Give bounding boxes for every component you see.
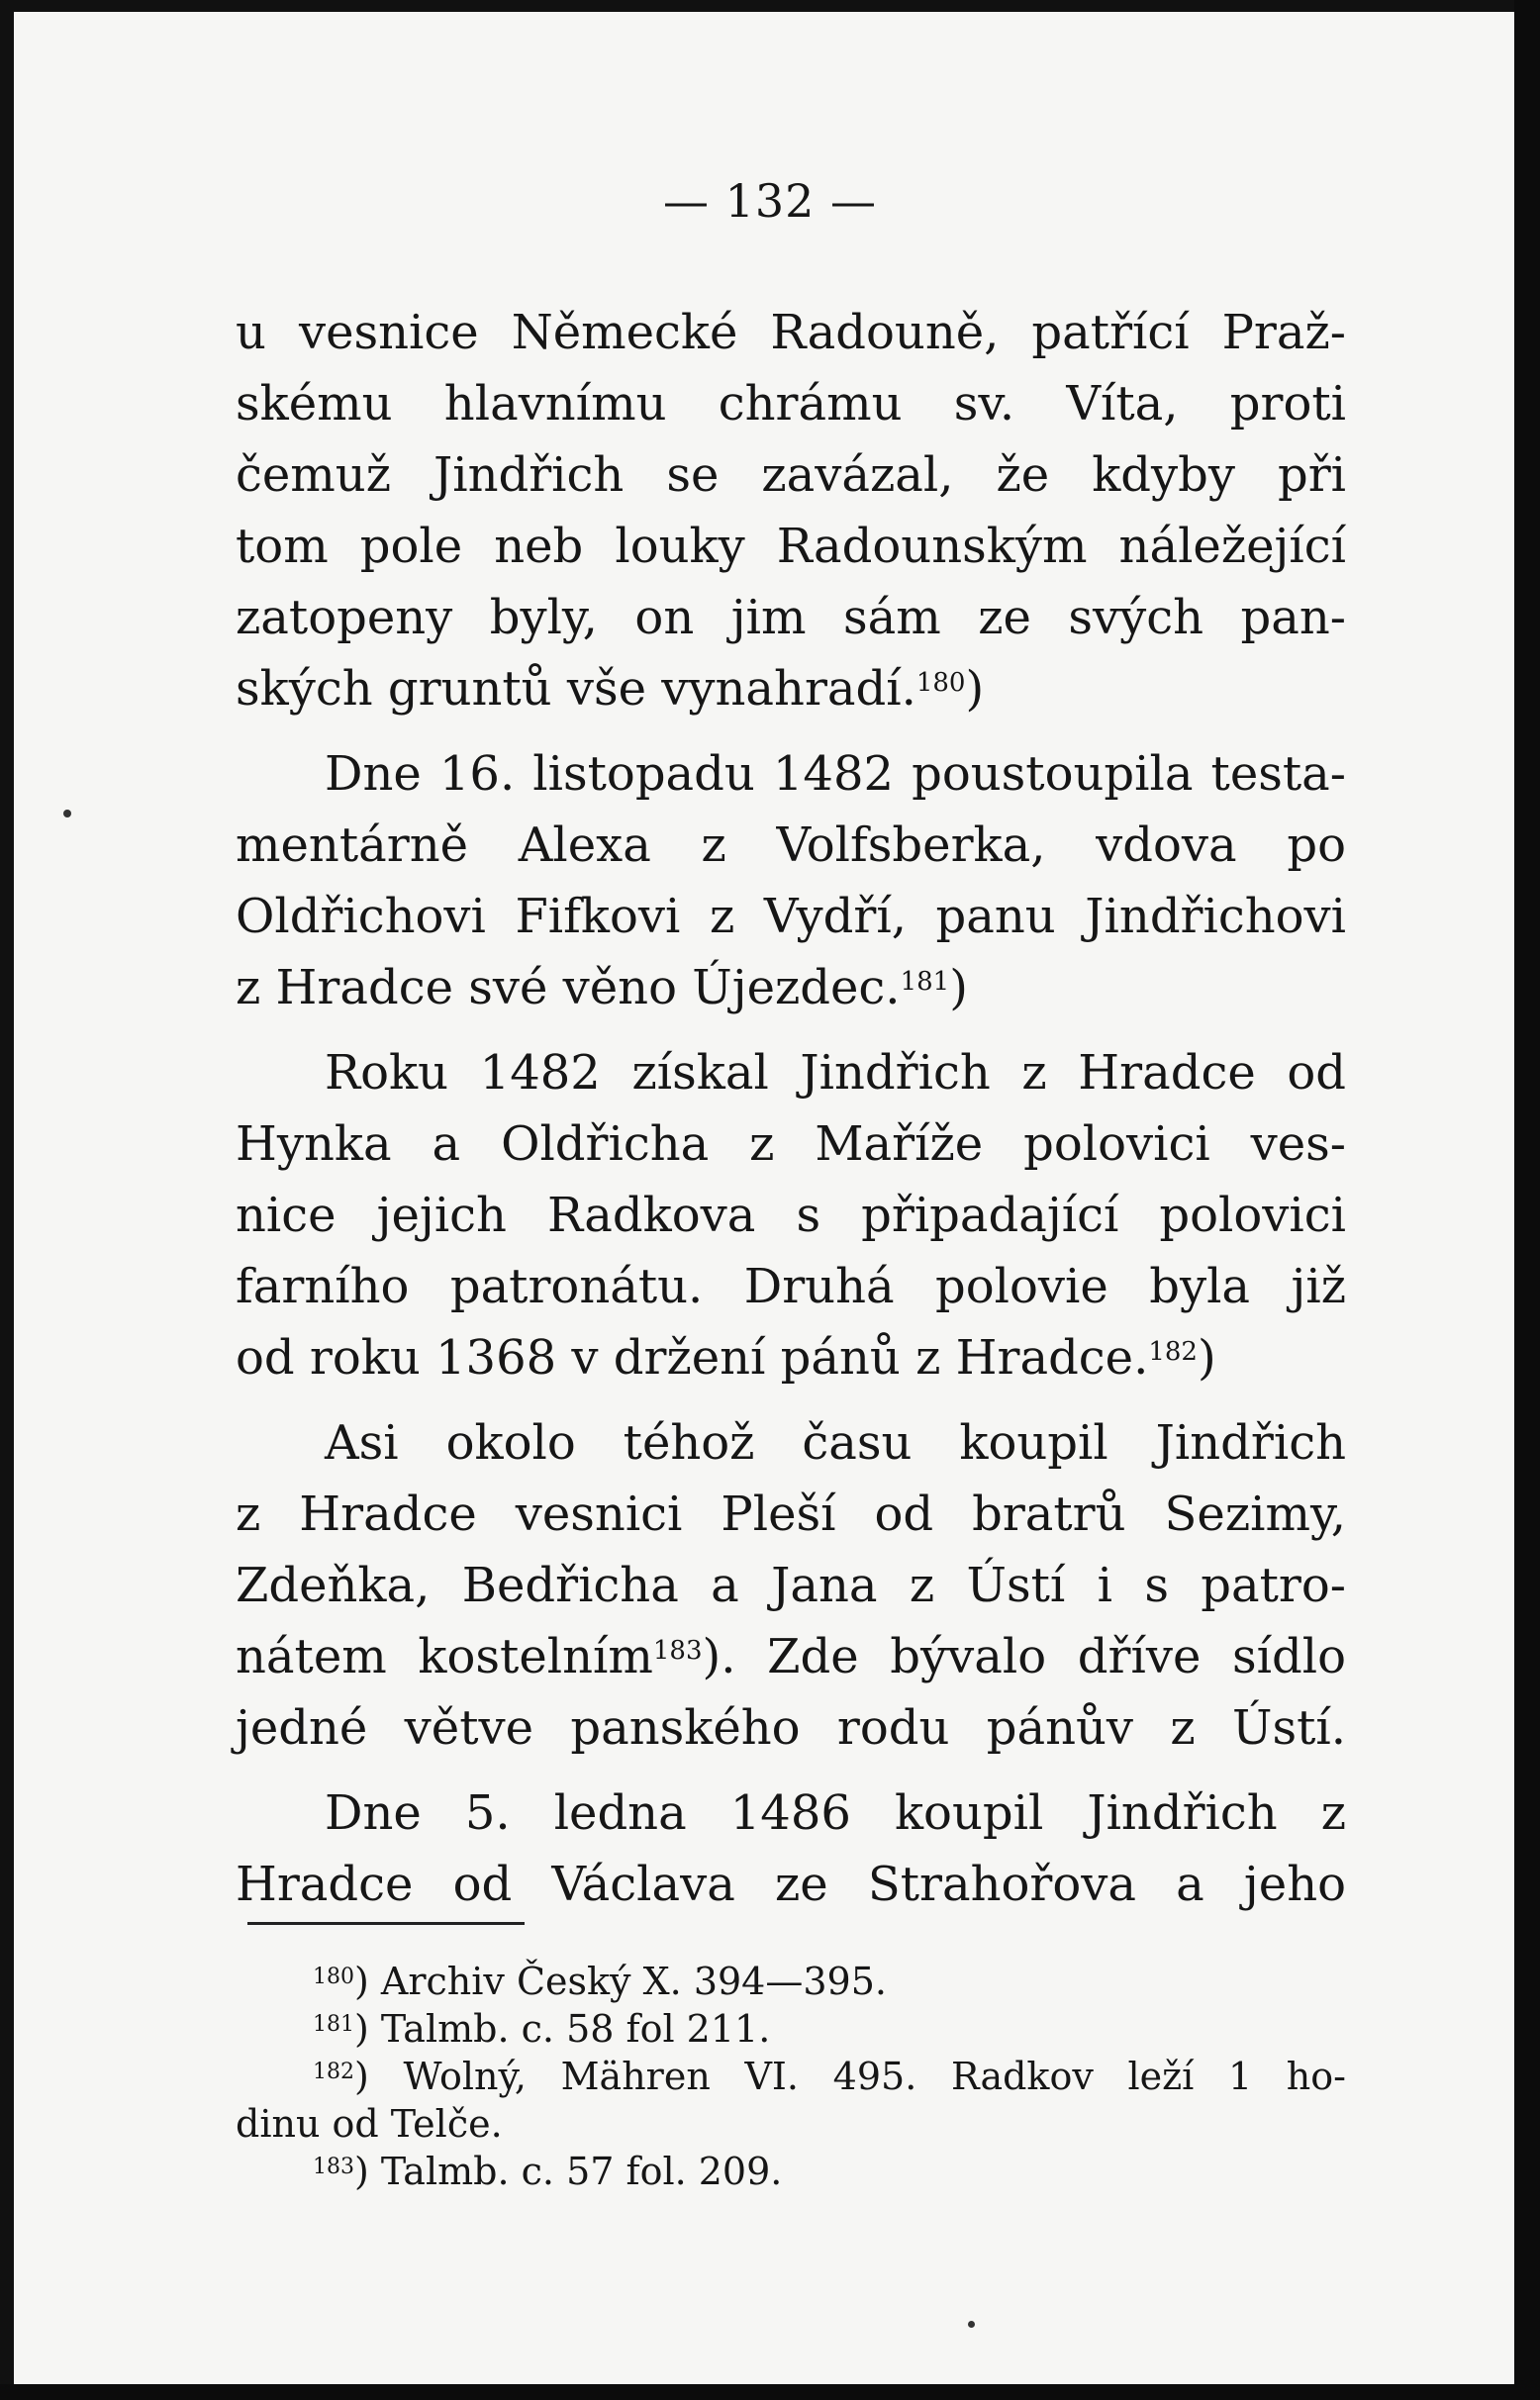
text-line: z Hradce své věno Újezdec.$^{181}$)	[236, 960, 968, 1015]
scan-speck	[968, 2321, 975, 2328]
footnote-ref: 180	[915, 668, 966, 698]
footnote: $^{180}$) Archiv Český X. 394—395.	[313, 1960, 887, 2003]
text-line: nátem kostelním$^{183}$). Zde bývalo dříve sídlo	[236, 1629, 1346, 1684]
text-line: Roku 1482 získal Jindřich z Hradce od	[325, 1045, 1346, 1101]
text-line: farního patronátu. Druhá polovie byla již	[236, 1259, 1346, 1314]
text-line: Hynka a Oldřicha z Maříže polovici ves-	[236, 1116, 1346, 1172]
footnote-mark: 181	[313, 2012, 354, 2037]
text-line: z Hradce vesnici Pleší od bratrů Sezimy,	[236, 1487, 1346, 1542]
footnote: $^{183}$) Talmb. c. 57 fol. 209.	[313, 2150, 783, 2193]
scan-speck	[63, 810, 71, 817]
text-line: Oldřichovi Fifkovi z Vydří, panu Jindřichovi	[236, 889, 1346, 944]
text-line: nice jejich Radkova s připadající polovici	[236, 1188, 1346, 1243]
text-line: tom pole neb louky Radounským náležející	[236, 519, 1346, 574]
text-line: Dne 16. listopadu 1482 poustoupila testa-	[325, 746, 1346, 802]
footnote-mark: 182	[313, 2060, 354, 2084]
text-line: zatopeny byly, on jim sám ze svých pan-	[236, 590, 1346, 645]
text-line: Zdeňka, Bedřicha a Jana z Ústí i s patro-	[236, 1558, 1346, 1613]
text-line: ských gruntů vše vynahradí.$^{180}$)	[236, 661, 985, 717]
text-line: Hradce od Václava ze Strahořova a jeho	[236, 1857, 1346, 1912]
text-line: Asi okolo téhož času koupil Jindřich	[325, 1415, 1346, 1471]
footnote: $^{181}$) Talmb. c. 58 fol 211.	[313, 2007, 771, 2051]
text-line: Dne 5. ledna 1486 koupil Jindřich z	[325, 1785, 1346, 1841]
text-line: skému hlavnímu chrámu sv. Víta, proti	[236, 376, 1346, 432]
footnotes	[236, 1958, 1346, 2195]
footnote-ref: 183	[652, 1636, 703, 1666]
footnote-continuation: dinu od Telče.	[236, 2102, 503, 2146]
text-line: mentárně Alexa z Volfsberka, vdova po	[236, 817, 1346, 873]
footnote-ref: 181	[900, 967, 950, 997]
footnote-mark: 180	[313, 1965, 354, 1989]
text-line: jedné větve panského rodu pánův z Ústí.	[236, 1700, 1346, 1756]
scan-edge-bottom	[0, 2384, 1540, 2400]
footnote-divider	[247, 1922, 525, 1925]
footnote-ref: 182	[1148, 1337, 1198, 1367]
text-line: od roku 1368 v držení pánů z Hradce.$^{182}$)	[236, 1330, 1216, 1386]
footnote: $^{182}$) Wolný, Mähren VI. 495. Radkov leží 1 ho-	[313, 2055, 1346, 2098]
text-line: čemuž Jindřich se zavázal, že kdyby při	[236, 447, 1346, 503]
page-number: — 132 —	[662, 174, 878, 228]
scan-edge-right	[1514, 0, 1540, 2400]
main-text	[236, 297, 1346, 1920]
footnote-mark: 183	[313, 2155, 354, 2179]
text-line: u vesnice Německé Radouně, patřící Praž-	[236, 305, 1346, 360]
